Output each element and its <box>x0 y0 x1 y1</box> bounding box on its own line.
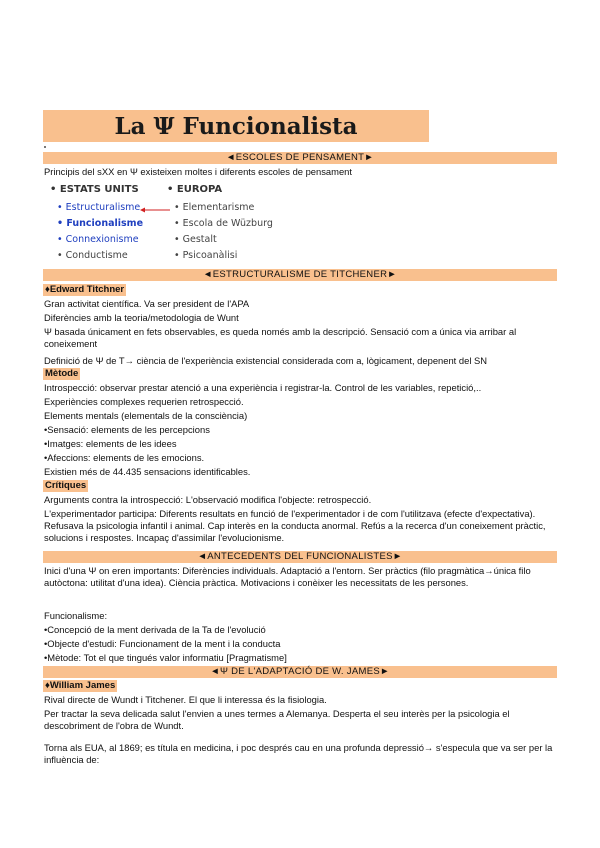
titchener-line: Definició de Ψ de T→ ciència de l'experiència existencial considerada com a, lògicament, depenent del SN <box>44 355 488 366</box>
critiques-paragraph: L'experimentador participa: Diferents resultats en funció de l'experimentador i de com l'utilitzava (efecte d'expectativa). Refusava la psicologia infantil i animal. Cap interès en la conducta anormal. Refús a la recerca d'un coneixement pràctic, solucions i respostes. Incapaç d'assimilar l'evolucionisme. <box>44 508 546 543</box>
james-paragraph: Per tractar la seva delicada salut l'envien a unes termes a Alemanya. Desperta el seu interès per la psicologia el descobriment de l'obra de Wundt. <box>44 708 510 731</box>
page-title: La Ψ Funcionalista <box>114 112 358 140</box>
metode-line: Elements mentals (elementals de la consciència) <box>44 410 248 421</box>
metode-line: •Imatges: elements de les idees <box>44 438 177 449</box>
title-banner <box>43 110 429 142</box>
subheading-critiques: Crítiques <box>45 480 87 491</box>
diagram-item-conductisme: • Conductisme <box>57 250 128 261</box>
metode-line: Introspecció: observar prestar atenció a una experiència i registrar-la. Control de les variables, repetició,.. <box>44 382 482 393</box>
metode-line: Experiències complexes requerien retrospecció. <box>44 396 244 407</box>
diagram-item-estructuralisme: • Estructuralisme <box>57 202 141 213</box>
diagram-item-funcionalisme: • Funcionalisme <box>57 218 144 229</box>
funcionalisme-line: •Concepció de la ment derivada de la Ta de l'evolució <box>44 624 266 635</box>
funcionalisme-line: •Objecte d'estudi: Funcionament de la ment i la conducta <box>44 638 281 649</box>
critiques-line: Arguments contra la introspecció: L'observació modifica l'objecte: retrospecció. <box>44 494 372 505</box>
james-line: Rival directe de Wundt i Titchener. El que li interessa és la fisiologia. <box>44 694 327 705</box>
metode-line: Existien més de 44.435 sensacions identificables. <box>44 466 251 477</box>
diagram-arrow-icon <box>140 206 170 214</box>
diagram-heading-europa: • EUROPA <box>167 184 223 195</box>
subheading-metode: Mètode <box>45 368 79 379</box>
metode-line: •Afeccions: elements de les emocions. <box>44 452 205 463</box>
diagram-item-psicoanalisi: • Psicoanàlisi <box>174 250 238 261</box>
decorative-dot <box>44 146 46 148</box>
section-header-james: ◄Ψ DE L'ADAPTACIÓ DE W. JAMES► <box>43 666 557 678</box>
titchener-line: Ψ basada únicament en fets observables, es queda només amb la descripció. Sensació com a única via arribar al coneixement <box>44 326 517 349</box>
intro-text: Principis del sXX en Ψ existeixen moltes i diferents escoles de pensament <box>44 166 352 177</box>
subheading-edward-titchner: ♦Edward Titchner <box>45 284 125 295</box>
james-paragraph: Torna als EUA, al 1869; es títula en medicina, i poc després cau en una profunda depressió→ s'especula que va ser per la influència de: <box>44 742 553 765</box>
titchener-line: Diferències amb la teoria/metodologia de Wunt <box>44 312 239 323</box>
diagram-heading-estats-units: • ESTATS UNITS <box>50 184 139 195</box>
funcionalisme-line: •Mètode: Tot el que tingués valor informatiu [Pragmatisme] <box>44 652 287 663</box>
funcionalisme-heading: Funcionalisme: <box>44 610 108 621</box>
diagram-item-wuzburg: • Escola de Wüzburg <box>174 218 273 229</box>
section-header-antecedents: ◄ANTECEDENTS DEL FUNCIONALISTES► <box>43 551 557 563</box>
metode-line: •Sensació: elements de les percepcions <box>44 424 210 435</box>
antecedents-paragraph: Inici d'una Ψ on eren importants: Diferències individuals. Adaptació a l'entorn. Ser pràctics (filo pragmàtica→única filo autòctona: utilitat d'una idea). Ciència pràctica. Motivacions i conèixer les necessitats de les persones. <box>44 565 531 588</box>
diagram-item-elementarisme: • Elementarisme <box>174 202 255 213</box>
titchener-line: Gran activitat científica. Va ser president de l'APA <box>44 298 250 309</box>
section-header-escoles: ◄ESCOLES DE PENSAMENT► <box>43 152 557 164</box>
section-header-estructuralisme: ◄ESTRUCTURALISME DE TITCHENER► <box>43 269 557 281</box>
diagram-item-gestalt: • Gestalt <box>174 234 217 245</box>
subheading-william-james: ♦William James <box>45 680 116 691</box>
diagram-item-connexionisme: • Connexionisme <box>57 234 139 245</box>
